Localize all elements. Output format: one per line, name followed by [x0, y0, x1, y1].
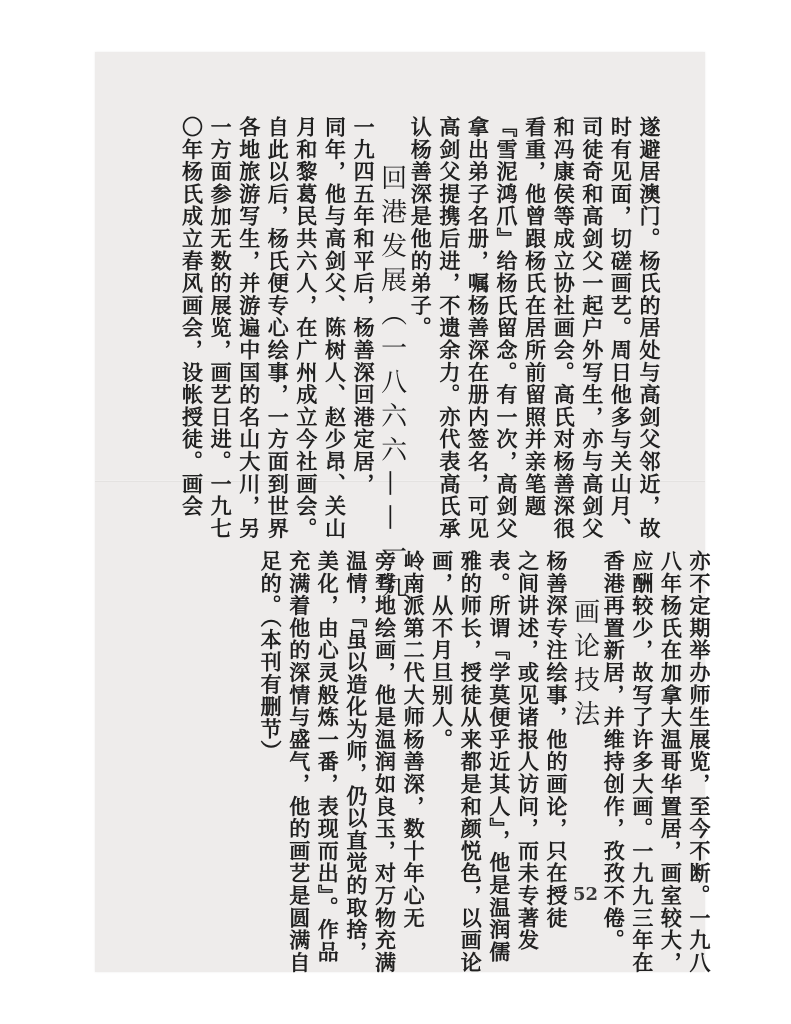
text-line: 看重，他曾跟杨氏在居所前留照并亲笔题	[522, 116, 548, 518]
text-line: 和冯康侯等成立协社画会。高氏对杨善深很	[551, 116, 577, 540]
text-line: 一方面参加无数的展览，画艺日进。一九七	[208, 116, 234, 540]
text-line: 月和黎葛民共六人，在广州成立今社画会。	[293, 116, 319, 540]
text-line: 认杨善深是他的弟子。	[408, 116, 434, 339]
book-page	[95, 52, 712, 974]
top-text-block	[133, 116, 663, 606]
text-line: 表。所谓『学莫便乎近其人』，他是温润儒	[486, 550, 512, 964]
text-line: 时有见面，切磋画艺。周日他多与关山月、	[608, 116, 634, 540]
text-line: 自此以后，杨氏便专心绘事，一方面到世界	[265, 116, 291, 540]
text-line: 『雪泥鸿爪』给杨氏留念。有一次，高剑父	[494, 116, 520, 540]
text-line: 八年杨氏在加拿大温哥华置居，画室较大，	[658, 550, 684, 974]
text-line: 遂避居澳门。杨氏的居处与高剑父邻近，故	[637, 116, 662, 540]
text-line: 充满着他的深情与盛气，他的画艺是圆满自	[286, 550, 312, 974]
text-line: 旁骛地绘画，他是温润如良玉，对万物充满	[372, 550, 398, 974]
text-line: 之间讲述，或见诸报人访问，而未专著发	[515, 550, 541, 952]
text-line: 岭南派第二代大师杨善深，数十年心无	[401, 550, 427, 930]
text-line: 高剑父提携后进，不遗余力。亦代表高氏承	[436, 116, 462, 540]
text-line: 一九四五年和平后，杨善深回港定居，	[351, 116, 377, 496]
text-line: 香港再置新居，并维持创作，孜孜不倦。	[601, 550, 627, 952]
text-line: 同年，他与高剑父、陈树人、赵少昂、关山	[322, 116, 348, 540]
text-line: 〇年杨氏成立春风画会，设帐授徒。画会	[179, 116, 205, 518]
text-line: 美化，由心灵般炼一番，表现而出』。作品	[315, 550, 341, 964]
text-line: 应酬较少，故写了许多大画。一九九三年在	[629, 550, 655, 974]
page-number: 52	[573, 884, 599, 905]
text-line: 温情，『虽以造化为师，仍以直觉的取捨，	[343, 550, 369, 964]
text-line: 拿出弟子名册，嘱杨善深在册内签名，可见	[465, 116, 491, 540]
section-heading: 回港发展（一八六六——一九	[376, 164, 407, 606]
text-line: 司徒奇和高剑父一起户外写生，亦与高剑父	[579, 116, 605, 540]
bottom-text-block	[133, 550, 713, 974]
text-line: 足的。（本刊有删节）	[258, 550, 284, 763]
text-line: 亦不定期举办师生展览，至今不断。一九八	[687, 550, 712, 974]
section-heading: 画论技法	[569, 598, 600, 734]
text-line: 杨善深专注绘事，他的画论，只在授徒	[544, 550, 570, 930]
text-line: 画，从不月旦别人。	[429, 550, 455, 751]
text-line: 各地旅游写生，并游遍中国的名山大川，另	[236, 116, 262, 540]
text-line: 雅的师长，授徒从来都是和颜悦色，以画论	[458, 550, 484, 974]
